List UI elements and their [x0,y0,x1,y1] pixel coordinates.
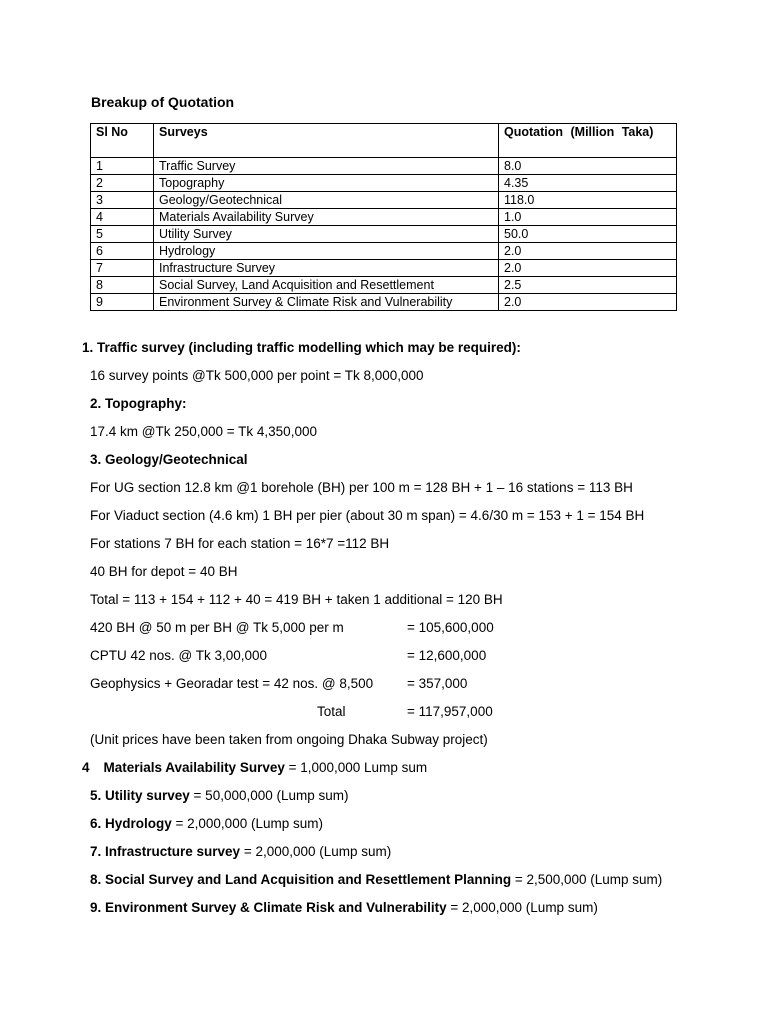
document-title: Breakup of Quotation [91,94,235,110]
calc-line-label: 420 BH @ 50 m per BH @ Tk 5,000 per m [90,620,344,635]
cell-quotation: 1.0 [499,209,677,226]
cell-quotation: 2.0 [499,294,677,311]
table-row [91,260,677,277]
section-9-text: = 2,000,000 (Lump sum) [446,900,598,915]
section-7-heading: 7. Infrastructure survey [90,844,241,859]
table-row [91,277,677,294]
cell-sl-no: 7 [91,260,154,277]
table-row [91,209,677,226]
cell-sl-no: 2 [91,175,154,192]
section-5-line [90,788,349,803]
section-2-text: 17.4 km @Tk 250,000 = Tk 4,350,000 [90,424,317,439]
quotation-table [90,123,677,311]
section-4-text: = 1,000,000 Lump sum [284,760,428,775]
section-1-heading: 1. Traffic survey (including traffic modelling which may be required): [82,340,521,355]
section-9-line [90,900,598,915]
cell-sl-no: 5 [91,226,154,243]
cell-survey: Utility Survey [154,226,499,243]
table-row [91,226,677,243]
section-7-text: = 2,000,000 (Lump sum) [240,844,392,859]
section-8-heading: 8. Social Survey and Land Acquisition and Resettlement Planning [90,872,512,887]
section-8-line [90,872,662,887]
section-6-text: = 2,000,000 (Lump sum) [171,816,323,831]
cell-sl-no: 8 [91,277,154,294]
table-row [91,243,677,260]
calc-line-value: = 12,600,000 [407,648,487,663]
section-7-line [90,844,391,859]
cell-sl-no: 9 [91,294,154,311]
cell-quotation: 118.0 [499,192,677,209]
section-6-heading: 6. Hydrology [90,816,172,831]
table-row [91,294,677,311]
cell-survey: Environment Survey & Climate Risk and Vulnerability [154,294,499,311]
cell-quotation: 2.0 [499,260,677,277]
cell-survey: Materials Availability Survey [154,209,499,226]
section-3-line: Total = 113 + 154 + 112 + 40 = 419 BH + taken 1 additional = 120 BH [90,592,503,607]
table-row [91,175,677,192]
section-6-line [90,816,323,831]
section-3-heading: 3. Geology/Geotechnical [90,452,248,467]
section-3-line: For Viaduct section (4.6 km) 1 BH per pier (about 30 m span) = 4.6/30 m = 153 + 1 = 154 BH [90,508,645,523]
section-4-line [82,760,427,775]
section-3-line: 40 BH for depot = 40 BH [90,564,238,579]
section-2-heading: 2. Topography: [90,396,187,411]
section-9-heading: 9. Environment Survey & Climate Risk and Vulnerability [90,900,447,915]
cell-quotation: 2.0 [499,243,677,260]
section-3-line: For UG section 12.8 km @1 borehole (BH) per 100 m = 128 BH + 1 – 16 stations = 113 BH [90,480,633,495]
calc-line-value: = 357,000 [407,676,468,691]
section-8-text: = 2,500,000 (Lump sum) [511,872,663,887]
calc-total-label: Total [317,704,346,719]
header-surveys: Surveys [154,124,499,158]
cell-quotation: 8.0 [499,158,677,175]
section-3-line: For stations 7 BH for each station = 16*7 =112 BH [90,536,390,551]
cell-quotation: 2.5 [499,277,677,294]
header-quotation: Quotation (Million Taka) [499,124,677,158]
section-5-heading: 5. Utility survey [90,788,190,803]
cell-quotation: 50.0 [499,226,677,243]
cell-sl-no: 6 [91,243,154,260]
cell-survey: Infrastructure Survey [154,260,499,277]
cell-quotation: 4.35 [499,175,677,192]
cell-survey: Social Survey, Land Acquisition and Resettlement [154,277,499,294]
section-1-text: 16 survey points @Tk 500,000 per point = Tk 8,000,000 [90,368,424,383]
section-5-text: = 50,000,000 (Lump sum) [189,788,349,803]
section-3-note: (Unit prices have been taken from ongoing Dhaka Subway project) [90,732,488,747]
cell-survey: Geology/Geotechnical [154,192,499,209]
cell-survey: Traffic Survey [154,158,499,175]
cell-survey: Topography [154,175,499,192]
calc-total-value: = 117,957,000 [407,704,493,719]
header-sl-no: Sl No [91,124,154,158]
section-4-number: 4 [82,760,90,775]
table-header-row [91,124,677,158]
cell-survey: Hydrology [154,243,499,260]
table-row [91,192,677,209]
section-4-heading: Materials Availability Survey [103,760,285,775]
cell-sl-no: 4 [91,209,154,226]
calc-line-value: = 105,600,000 [407,620,494,635]
calc-line-label: Geophysics + Georadar test = 42 nos. @ 8,500 [90,676,374,691]
cell-sl-no: 1 [91,158,154,175]
table-row [91,158,677,175]
cell-sl-no: 3 [91,192,154,209]
calc-line-label: CPTU 42 nos. @ Tk 3,00,000 [90,648,268,663]
